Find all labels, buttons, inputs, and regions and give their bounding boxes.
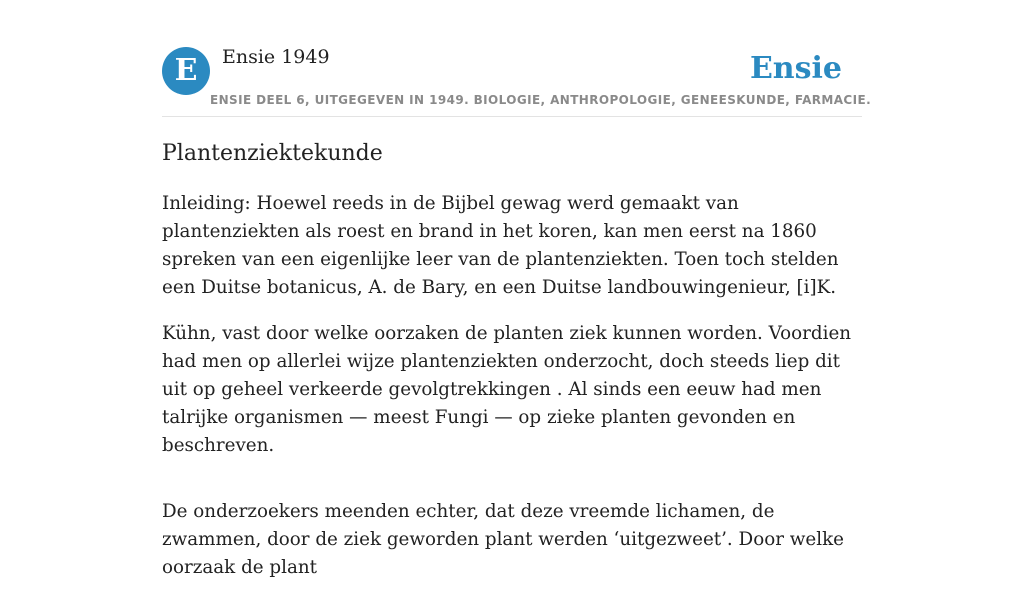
book-subtitle: ENSIE DEEL 6, UITGEGEVEN IN 1949. BIOLOGIE, ANTHROPOLOGIE, GENEESKUNDE, FARMACIE.: [210, 93, 872, 107]
article-content: [162, 138, 862, 600]
book-title-link[interactable]: Ensie 1949: [222, 46, 330, 68]
article-paragraph: Kühn, vast door welke oorzaken de planten ziek kunnen worden. Voordien had men op allerlei wijze plantenziekten onderzocht, doch steeds liep dit uit op geheel verkeerde gevolgtrekkingen . Al sinds een eeuw had men talrijke organismen — meest Fungi — op zieke planten gevonden en beschreven.: [162, 323, 852, 456]
article-paragraph: De onderzoekers meenden echter, dat deze vreemde lichamen, de zwammen, door de ziek geworden plant werden ‘uitgezweet’. Door welke oorzaak de plant: [162, 501, 844, 578]
ensie-logo-icon[interactable]: E: [162, 47, 210, 95]
article-title: Plantenziektekunde: [162, 141, 383, 166]
article-paragraph: Inleiding: Hoewel reeds in de Bijbel gewag werd gemaakt van plantenziekten als roest en brand in het koren, kan men eerst na 1860 spreken van een eigenlijke leer van de plantenziekten. Toen toch stelden een Duitse botanicus, A. de Bary, en een Duitse landbouwingenieur, [i]K.: [162, 193, 839, 298]
site-header: [162, 0, 872, 117]
brand-logo-link[interactable]: Ensie: [749, 51, 842, 86]
